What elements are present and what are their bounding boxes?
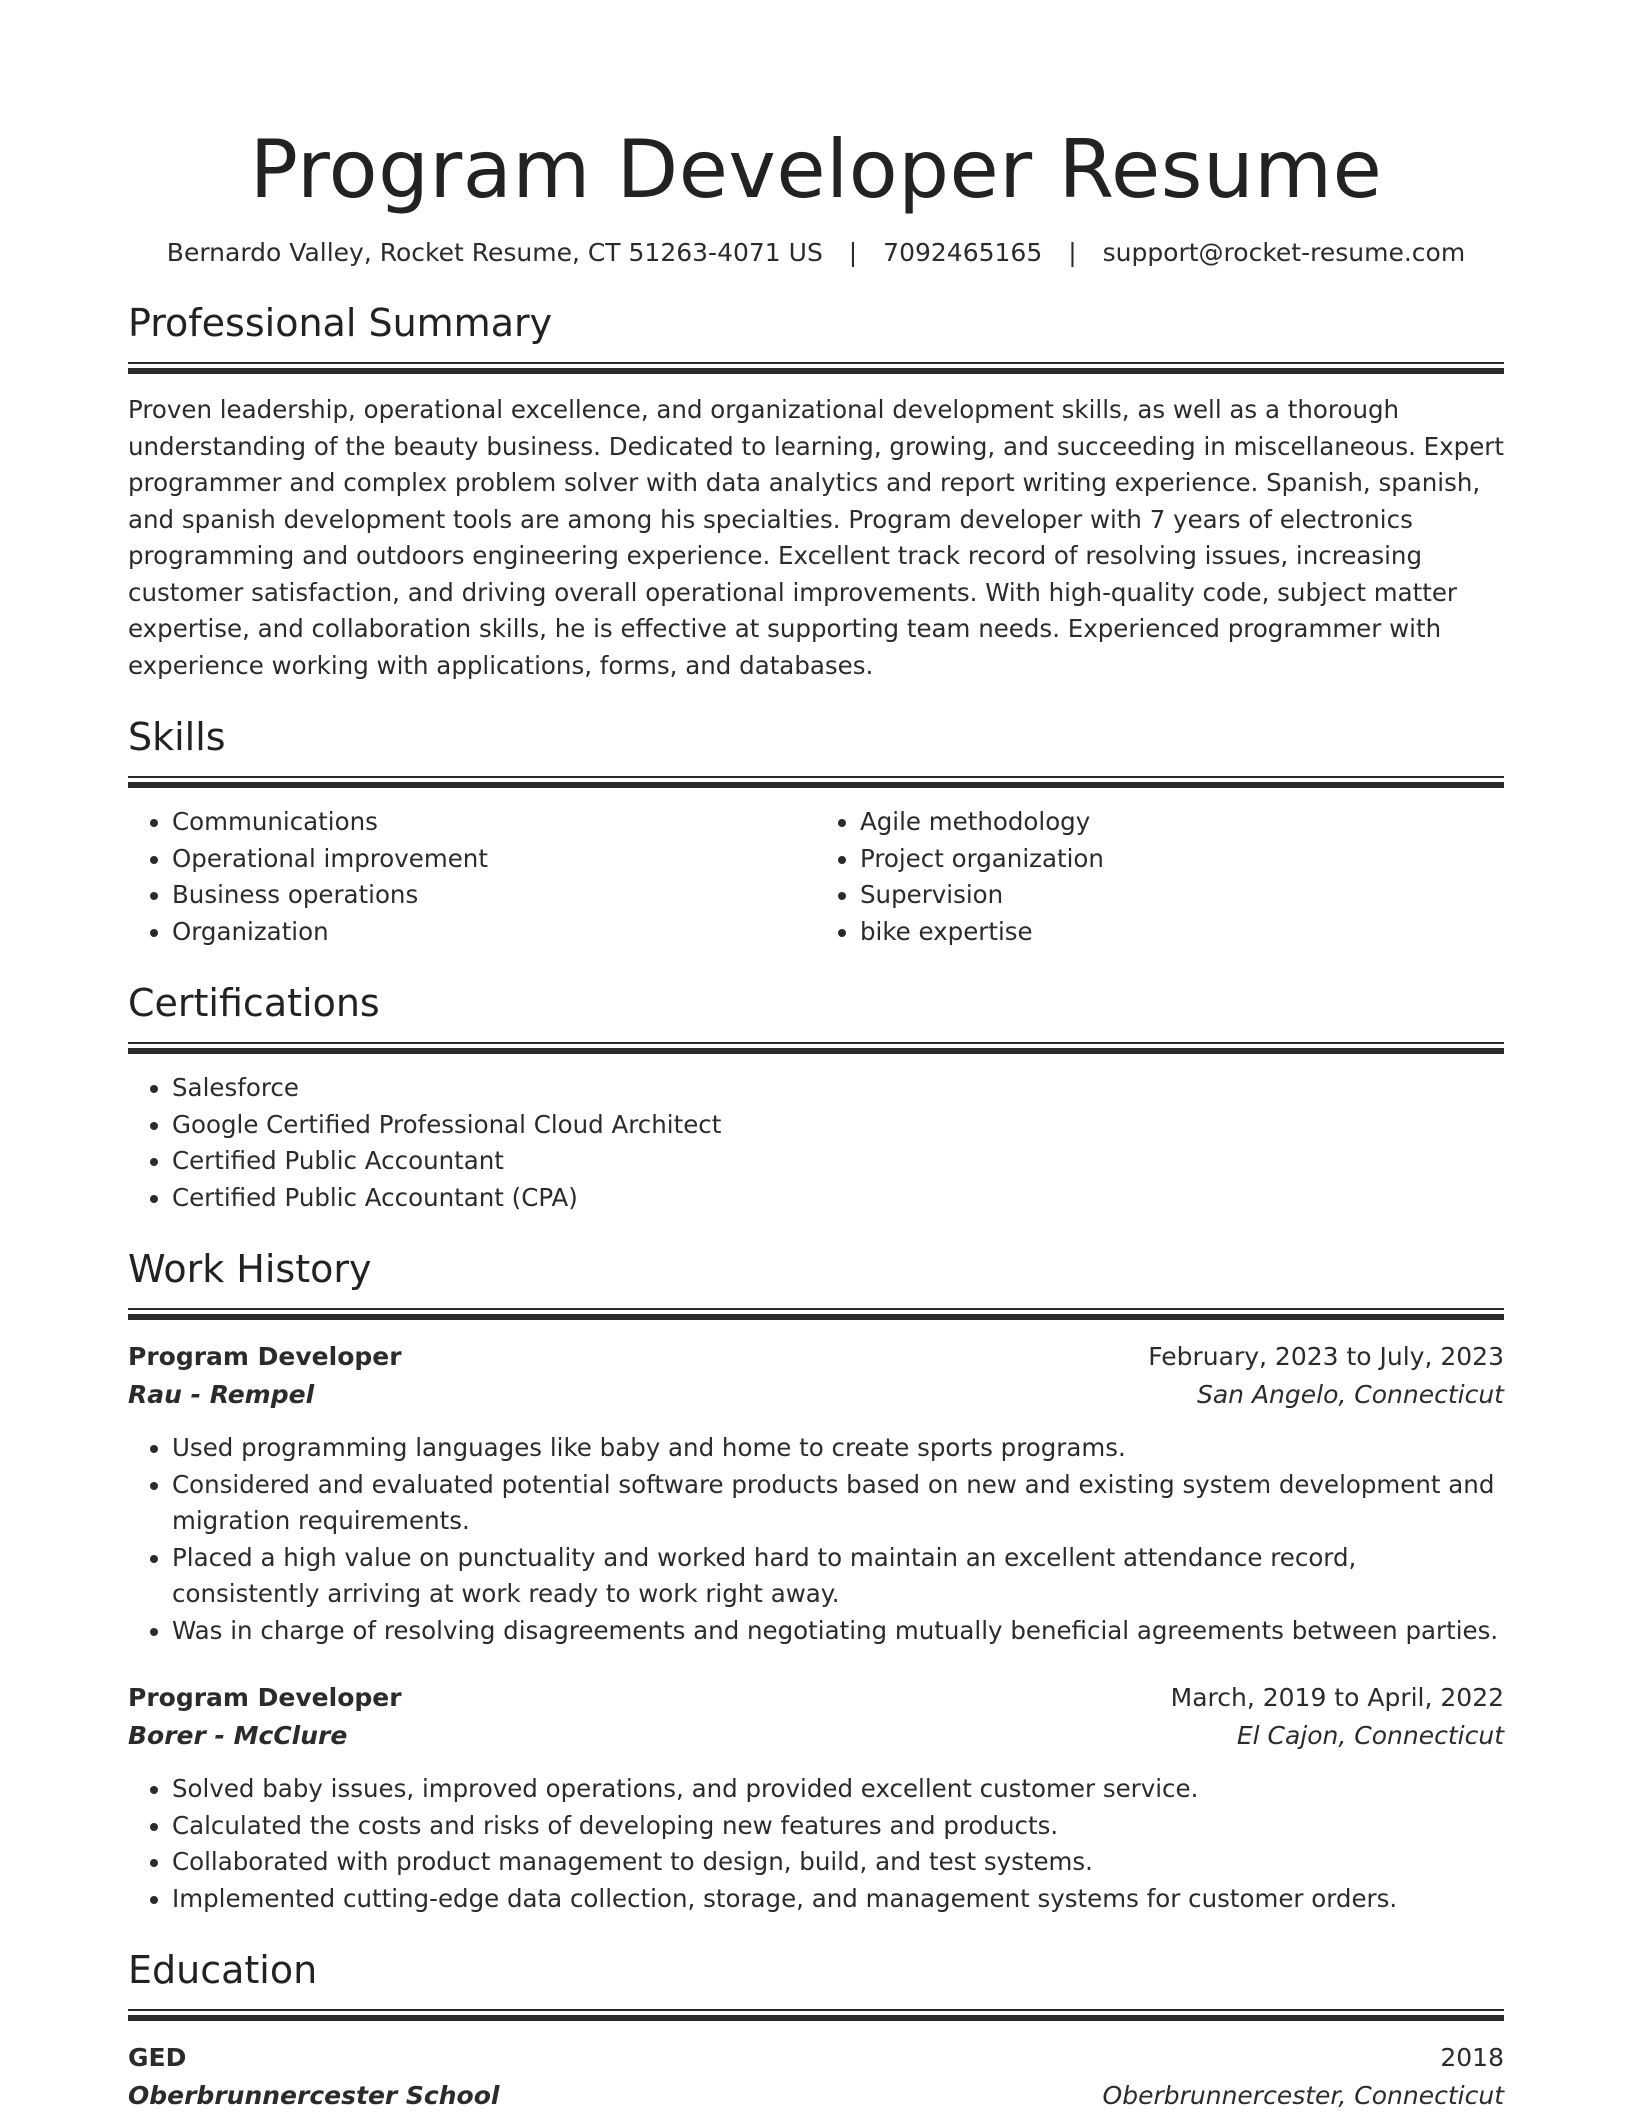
section-divider bbox=[128, 776, 1504, 788]
contact-phone: 7092465165 bbox=[883, 238, 1043, 267]
skills-section bbox=[128, 712, 1504, 950]
skill-item: • Business operations bbox=[172, 877, 816, 914]
certifications-section bbox=[128, 978, 1504, 1216]
education-school-row bbox=[128, 2077, 1504, 2115]
job-entry bbox=[128, 1338, 1504, 1649]
certification-item: • Google Certified Professional Cloud Architect bbox=[172, 1107, 1504, 1144]
education-entry bbox=[128, 2039, 1504, 2115]
skills-list-left bbox=[128, 804, 816, 950]
job-duty-item: • Was in charge of resolving disagreements and negotiating mutually beneficial agreements between parties. bbox=[172, 1613, 1504, 1650]
job-duty-item: • Solved baby issues, improved operations, and provided excellent customer service. bbox=[172, 1771, 1504, 1808]
skill-item: • Supervision bbox=[860, 877, 1504, 914]
job-location: El Cajon, Connecticut bbox=[1236, 1721, 1504, 1750]
education-degree: GED bbox=[128, 2043, 187, 2072]
job-company: Borer - McClure bbox=[128, 1721, 348, 1750]
summary-text: Proven leadership, operational excellence, and organizational development skills, as well as a thorough understanding of the beauty business. Dedicated to learning, growing, and succeeding in miscellaneous. Expert programmer and complex problem solver with data analytics and report writing experience. Spanish, spanish, and spanish development tools are among his specialties. Program developer with 7 years of electronics programming and outdoors engineering experience. Excellent track record of resolving issues, increasing customer satisfaction, and driving overall operational improvements. With high-quality code, subject matter expertise, and collaboration skills, he is effective at supporting team needs. Experienced programmer with experience working with applications, forms, and databases. bbox=[128, 395, 1504, 680]
skill-item: • Operational improvement bbox=[172, 841, 816, 878]
job-header-row bbox=[128, 1338, 1504, 1376]
summary-heading: Professional Summary bbox=[128, 301, 553, 345]
job-location: San Angelo, Connecticut bbox=[1196, 1380, 1504, 1409]
contact-separator: | bbox=[1068, 238, 1077, 267]
job-dates: March, 2019 to April, 2022 bbox=[1170, 1683, 1504, 1712]
job-duty-item: • Considered and evaluated potential software products based on new and existing system development and migration requirements. bbox=[172, 1467, 1504, 1540]
job-entry bbox=[128, 1679, 1504, 1917]
certifications-heading: Certifications bbox=[128, 981, 380, 1025]
section-divider bbox=[128, 362, 1504, 374]
summary-section bbox=[128, 298, 1504, 684]
section-divider bbox=[128, 1308, 1504, 1320]
job-duties-list bbox=[128, 1430, 1504, 1649]
education-year: 2018 bbox=[1440, 2043, 1504, 2072]
page-title: Program Developer Resume bbox=[249, 123, 1383, 216]
skills-grid bbox=[128, 804, 1504, 950]
job-company: Rau - Rempel bbox=[128, 1380, 315, 1409]
education-location: Oberbrunnercester, Connecticut bbox=[1102, 2081, 1504, 2110]
skill-item: • Agile methodology bbox=[860, 804, 1504, 841]
certification-item: • Salesforce bbox=[172, 1070, 1504, 1107]
job-duties-list bbox=[128, 1771, 1504, 1917]
work-history-section bbox=[128, 1244, 1504, 1917]
certifications-list bbox=[128, 1070, 1504, 1216]
education-school: Oberbrunnercester School bbox=[128, 2081, 500, 2110]
job-duty-item: • Implemented cutting-edge data collection, storage, and management systems for customer orders. bbox=[172, 1881, 1504, 1918]
skill-item: • Project organization bbox=[860, 841, 1504, 878]
job-company-row bbox=[128, 1376, 1504, 1414]
skill-item: • Organization bbox=[172, 914, 816, 951]
education-heading: Education bbox=[128, 1948, 318, 1992]
section-divider bbox=[128, 1042, 1504, 1054]
certification-item: • Certified Public Accountant bbox=[172, 1143, 1504, 1180]
contact-line bbox=[128, 236, 1504, 270]
certification-item: • Certified Public Accountant (CPA) bbox=[172, 1180, 1504, 1217]
job-company-row bbox=[128, 1717, 1504, 1755]
section-divider bbox=[128, 2009, 1504, 2021]
skill-item: • bike expertise bbox=[860, 914, 1504, 951]
job-title: Program Developer bbox=[128, 1683, 402, 1712]
job-duty-item: • Calculated the costs and risks of developing new features and products. bbox=[172, 1808, 1504, 1845]
contact-separator: | bbox=[848, 238, 858, 267]
education-header-row bbox=[128, 2039, 1504, 2077]
skills-list-right bbox=[816, 804, 1504, 950]
job-duty-item: • Collaborated with product management to design, build, and test systems. bbox=[172, 1844, 1504, 1881]
contact-email: support@rocket-resume.com bbox=[1102, 238, 1466, 267]
job-header-row bbox=[128, 1679, 1504, 1717]
work-history-heading: Work History bbox=[128, 1247, 372, 1291]
contact-address: Bernardo Valley, Rocket Resume, CT 51263-4071 US bbox=[166, 238, 823, 267]
job-dates: February, 2023 to July, 2023 bbox=[1148, 1342, 1504, 1371]
job-duty-item: • Placed a high value on punctuality and worked hard to maintain an excellent attendance record, consistently arriving at work ready to work right away. bbox=[172, 1540, 1504, 1613]
skills-heading: Skills bbox=[128, 715, 226, 759]
job-title: Program Developer bbox=[128, 1342, 402, 1371]
job-duty-item: • Used programming languages like baby and home to create sports programs. bbox=[172, 1430, 1504, 1467]
education-section bbox=[128, 1945, 1504, 2115]
skill-item: • Communications bbox=[172, 804, 816, 841]
